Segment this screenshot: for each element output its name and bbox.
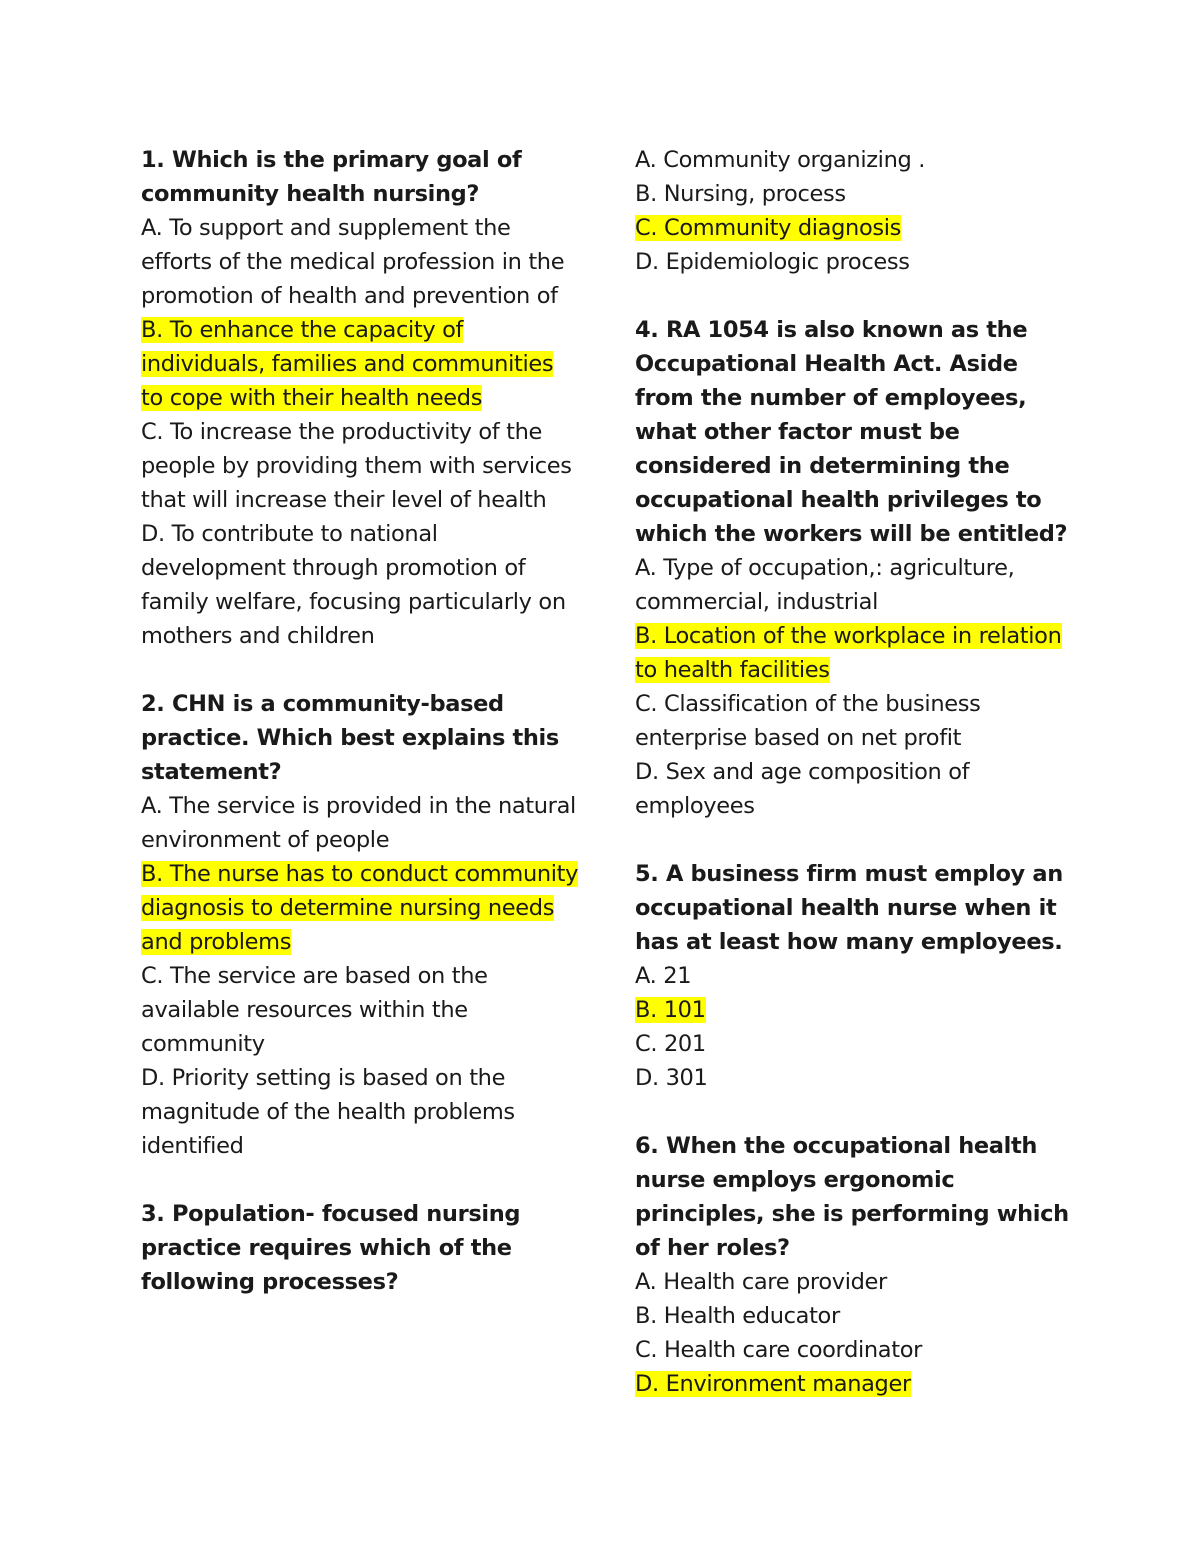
answer-option-highlighted: D. Environment manager	[635, 1371, 911, 1397]
answer-option: A. Type of occupation,: agriculture, commercial, industrial	[635, 555, 1015, 615]
answer-option: C. The service are based on the available resources within the community	[141, 963, 488, 1057]
question-1	[141, 143, 581, 653]
answer-option: B. Health educator	[635, 1303, 840, 1329]
answer-option: A. To support and supplement the efforts of the medical profession in the promotion of health and prevention of	[141, 215, 565, 309]
answer-option: C. Classification of the business enterprise based on net profit	[635, 691, 981, 751]
question-stem: 4. RA 1054 is also known as the Occupational Health Act. Aside from the number of employees, what other factor must be considered in determining the occupational health privileges to which the workers will be entitled?	[635, 317, 1068, 547]
question-stem: 1. Which is the primary goal of community health nursing?	[141, 147, 522, 207]
answer-option-highlighted: B. To enhance the capacity of individuals, families and communities to cope with their health needs	[141, 317, 554, 411]
question-5	[635, 857, 1075, 1095]
question-2	[141, 687, 581, 1163]
answer-option-highlighted: B. 101	[635, 997, 706, 1023]
question-6	[635, 1129, 1075, 1401]
answer-option: A. Health care provider	[635, 1269, 887, 1295]
answer-option-highlighted: C. Community diagnosis	[635, 215, 902, 241]
question-stem: 2. CHN is a community-based practice. Which best explains this statement?	[141, 691, 559, 785]
answer-option: A. Community organizing .	[635, 147, 926, 173]
right-column	[635, 143, 1075, 1435]
left-column	[141, 143, 581, 1333]
answer-option: D. 301	[635, 1065, 708, 1091]
question-stem: 6. When the occupational health nurse employs ergonomic principles, she is performing which of her roles?	[635, 1133, 1069, 1261]
question-3-options	[635, 143, 1075, 279]
question-stem: 5. A business firm must employ an occupational health nurse when it has at least how many employees.	[635, 861, 1063, 955]
answer-option: D. To contribute to national development through promotion of family welfare, focusing particularly on mothers and children	[141, 521, 566, 649]
answer-option-highlighted: B. Location of the workplace in relation to health facilities	[635, 623, 1062, 683]
question-4	[635, 313, 1075, 823]
answer-option: C. To increase the productivity of the people by providing them with services that will increase their level of health	[141, 419, 572, 513]
answer-option: C. Health care coordinator	[635, 1337, 923, 1363]
question-3	[141, 1197, 581, 1299]
question-stem: 3. Population- focused nursing practice requires which of the following processes?	[141, 1201, 521, 1295]
answer-option: D. Sex and age composition of employees	[635, 759, 970, 819]
answer-option: A. 21	[635, 963, 692, 989]
answer-option: D. Epidemiologic process	[635, 249, 910, 275]
answer-option: A. The service is provided in the natural environment of people	[141, 793, 576, 853]
answer-option: B. Nursing, process	[635, 181, 846, 207]
answer-option: D. Priority setting is based on the magnitude of the health problems identified	[141, 1065, 515, 1159]
answer-option: C. 201	[635, 1031, 706, 1057]
answer-option-highlighted: B. The nurse has to conduct community diagnosis to determine nursing needs and problems	[141, 861, 579, 955]
